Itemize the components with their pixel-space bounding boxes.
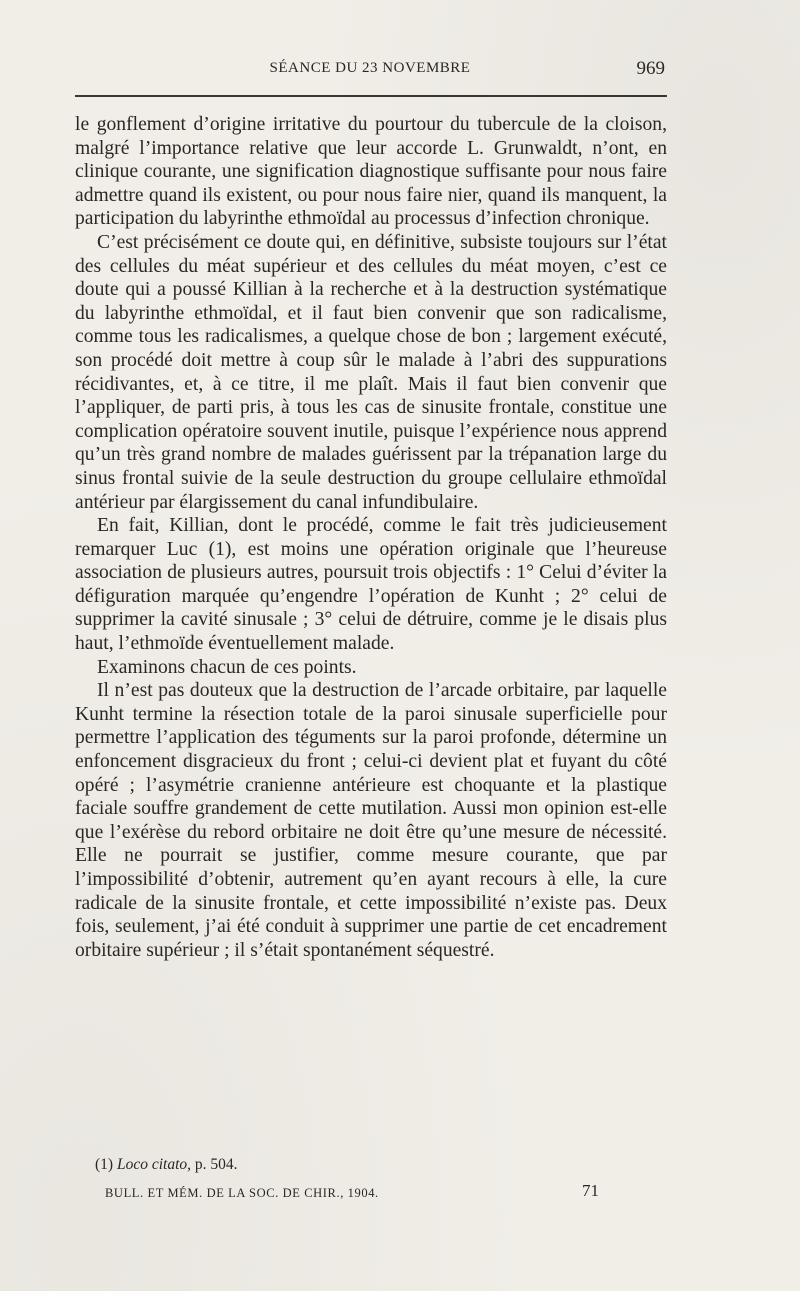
paragraph-4: Examinons chacun de ces points. xyxy=(97,656,357,678)
footnote-text: p. 504. xyxy=(194,1156,238,1173)
paragraph-3: En fait, Killian, dont le procédé, comme le fait très judicieusement remarquer Luc (1), est moins une opération originale que l’heureuse association de plusieurs autres, poursuit trois objectifs : 1° Celui d’éviter la défiguration marquée qu’engendre l’opération de Kunht ; 2° celui de supprimer la cavité sinusale ; 3° celui de détruire, comme je le disais plus haut, l’ethmoïde éventuellement malade. xyxy=(75,515,667,655)
paragraph-5: Il n’est pas douteux que la destruction de l’arcade orbitaire, par laquelle Kunht termine la résection totale de la paroi sinusale superficielle pour permettre l’application des téguments sur la paroi profonde, détermine un enfoncement disgracieux du front ; celui-ci devient plat et fuyant du côté opéré ; l’asymétrie cranienne antérieure est choquante et la plastique faciale souffre grandement de cette mutilation. Aussi mon opinion est-elle que l’exérèse du rebord orbitaire ne doit être qu’une mesure de nécessité. Elle ne pourrait se justifier, comme mesure courante, que par l’impossibilité d’obtenir, autrement qu’en ayant recours à elle, la cure radicale de la sinusite frontale, et cette impossibilité n’existe pas. Deux fois, seulement, j’ai été conduit à supprimer une partie de cet encadrement orbitaire supérieur ; il s’était spontanément séquestré. xyxy=(75,680,667,961)
footer-signature-number: 71 xyxy=(582,1181,599,1200)
footnote-marker: (1) xyxy=(95,1156,114,1173)
footnote xyxy=(95,1156,238,1174)
page-number: 969 xyxy=(636,58,665,79)
body-text xyxy=(75,113,667,962)
paragraph-2: C’est précisément ce doute qui, en définitive, subsiste toujours sur l’état des cellules du méat supérieur et des cellules du méat moyen, c’est ce doute qui a poussé Killian à la recherche et à la destruction systématique du labyrinthe ethmoïdal, et il faut bien convenir que son radicalisme, comme tous les radicalismes, a quelque chose de bon ; largement exécuté, son procédé doit mettre à coup sûr le malade à l’abri des suppurations récidivantes, et, à ce titre, il me plaît. Mais il faut bien convenir que l’appliquer, de parti pris, à tous les cas de sinusite frontale, constitue une complication opératoire souvent inutile, puisque l’expérience nous apprend qu’un très grand nombre de malades guérissent par la trépanation large du sinus frontal suivie de la seule destruction du groupe cellulaire ethmoïdal antérieur par élargissement du canal infundibulaire. xyxy=(75,231,667,513)
header-rule xyxy=(75,95,667,97)
footer-publication-line: BULL. ET MÉM. DE LA SOC. DE CHIR., 1904. xyxy=(105,1186,379,1200)
header-title: SÉANCE DU 23 NOVEMBRE xyxy=(269,60,471,76)
footnote-italic-text: Loco citato, xyxy=(116,1156,192,1173)
running-header xyxy=(75,58,665,82)
paragraph-1: le gonflement d’origine irritative du pourtour du tubercule de la cloison, malgré l’importance relative que leur accorde L. Grunwaldt, n’ont, en clinique courante, une signification diagnostique suffisante pour nous faire admettre quand ils existent, ou pour nous faire nier, quand ils manquent, la participation du labyrinthe ethmoïdal au processus d’infection chronique. xyxy=(75,114,667,230)
